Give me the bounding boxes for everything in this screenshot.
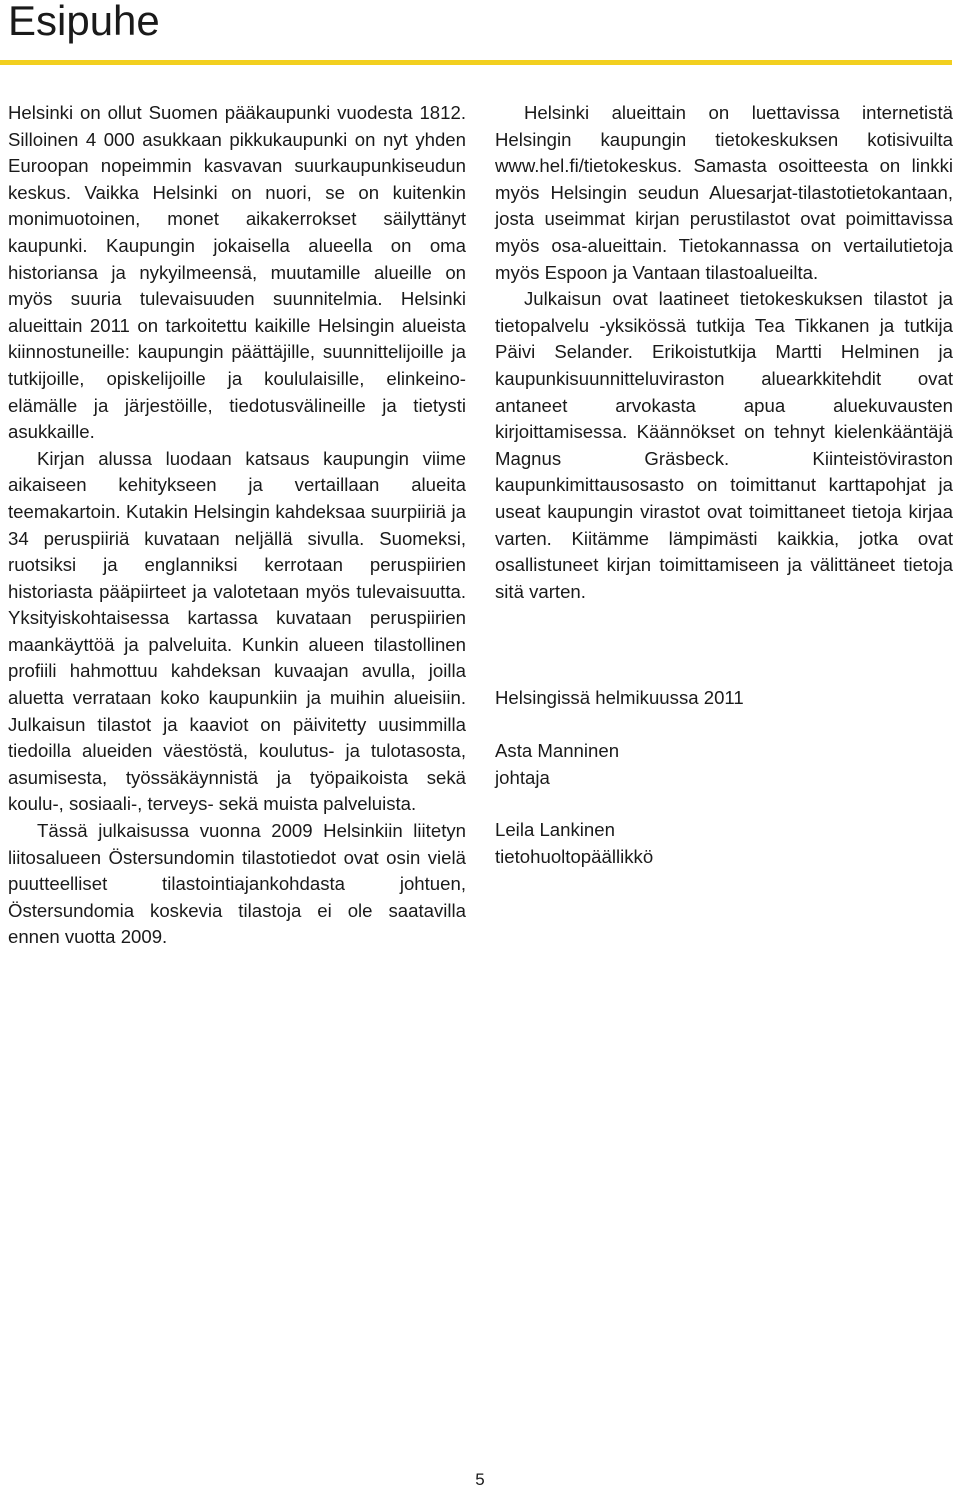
left-paragraph-2: Kirjan alussa luodaan katsaus kaupungin viime aikaiseen kehitykseen ja vertaillaan alueita teemakartoin. Kutakin Helsingin kahdeksaa suurpiiriä ja 34 peruspiiriä kuvataan neljällä sivulla. Suomeksi, ruotsiksi ja englanniksi kerrotaan peruspiirien historiasta pääpiirteet ja valotetaan myös tulevaisuutta. Yksityiskohtaisessa kartassa kuvataan peruspiirien maankäyttöä ja palveluita. Kunkin alueen tilastollinen profiili hahmottuu kahdeksan kuvaajan avulla, joilla aluetta verrataan koko kaupunkiin ja muihin alueisiin. Julkaisun tilastot ja kaaviot on päivitetty uusimmilla tiedoilla alueiden väestöstä, koulutus- ja tulotasosta, asumisesta, työssäkäynnistä ja työpaikoista sekä koulu-, sosiaali-, terveys- sekä muista palveluista. (8, 447, 466, 815)
signer-name: Asta Manninen (495, 740, 620, 761)
title-underline (0, 60, 952, 65)
signature-block-1 (495, 738, 619, 791)
left-paragraph-3: Tässä julkaisussa vuonna 2009 Helsinkiin liitetyn liitosalueen Östersundomin tilastotiedot ovat osin vielä puutteelliset tilastointiajankohdasta johtuen, Östersundomia koskevia tilastoja ei ole saatavilla ennen vuotta 2009. (8, 820, 466, 948)
left-paragraph-1: Helsinki on ollut Suomen pääkaupunki vuodesta 1812. Silloinen 4 000 asukkaan pikkukaupunki on nyt yhden Euroopan nopeimmin kasvavan suurkaupunkiseudun keskus. Vaikka Helsinki on nuori, se on kuitenkin monimuotoinen, monet aikakerrokset säilyttänyt kaupunki. Kaupungin jokaisella alueella on oma historiansa ja nykyilmeensä, muutamille alueille on myös suuria tulevaisuuden suunnitelmia. Helsinki alueittain 2011 on tarkoitettu kaikille Helsingin alueista kiinnostuneille: kaupungin päättäjille, suunnittelijoille ja tutkijoille, opiskelijoille ja koululaisille, elinkeino-elämälle ja järjestöille, tiedotusvälineille ja tietysti asukkaille. (8, 102, 466, 443)
signature-block-2 (495, 817, 653, 870)
right-paragraph-1: Helsinki alueittain on luettavissa internetistä Helsingin kaupungin tietokeskuksen kotisivuilta www.hel.fi/tietokeskus. Samasta osoitteesta on linkki myös Helsingin seudun Aluesarjat-tilastotietokantaan, josta useimmat kirjan perustilastot ovat poimittavissa myös osa-alueittain. Tietokannassa on vertailutietoja myös Espoon ja Vantaan tilastoalueilta. (495, 102, 953, 283)
place-date: Helsingissä helmikuussa 2011 (495, 687, 744, 708)
signature-place-date (495, 685, 744, 712)
signer-name: Leila Lankinen (495, 819, 615, 840)
page-number: 5 (475, 1470, 485, 1489)
page-title: Esipuhe (8, 0, 160, 44)
right-column (495, 100, 953, 605)
right-paragraph-2: Julkaisun ovat laatineet tietokeskuksen tilastot ja tietopalvelu -yksikössä tutkija Tea Tikkanen ja tutkija Päivi Selander. Erikoistutkija Martti Helminen ja kaupunkisuunnitteluviraston aluearkkitehdit ovat antaneet arvokasta apua aluekuvausten kirjoittamisessa. Käännökset on tehnyt kielenkääntäjä Magnus Gräsbeck. Kiinteistöviraston kaupunkimittausosasto on toimittanut karttapohjat ja useat kaupungin virastot ovat toimittaneet tietoja kirjaa varten. Kiitämme lämpimästi kaikkia, jotka ovat osallistuneet kirjan toimittamiseen ja välittäneet tietoja sitä varten. (495, 288, 953, 602)
signer-title: tietohuoltopäällikkö (495, 845, 654, 867)
signer-title: johtaja (495, 766, 550, 788)
left-column (8, 100, 466, 951)
